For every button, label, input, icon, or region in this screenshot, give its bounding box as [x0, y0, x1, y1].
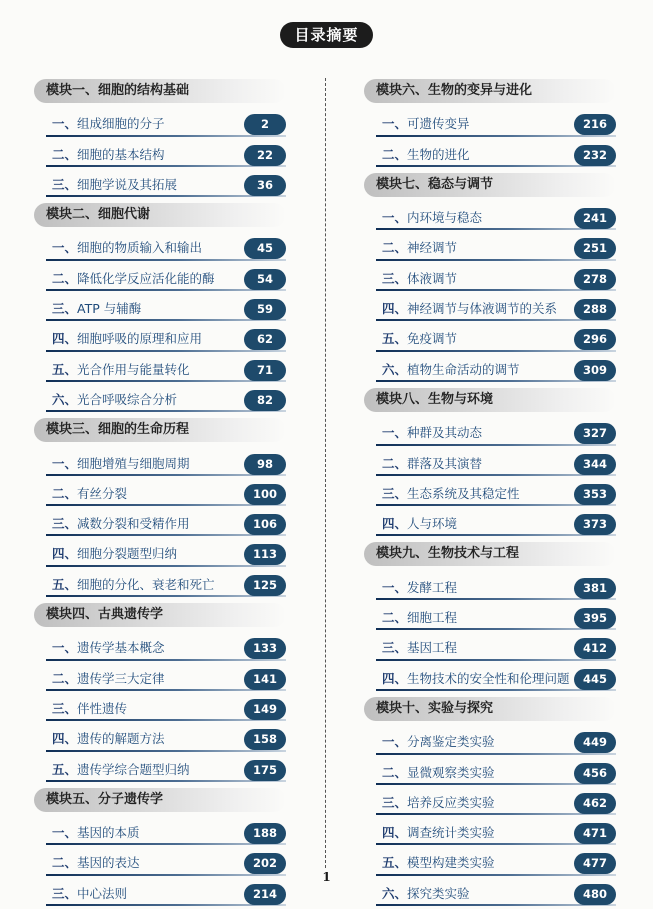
- toc-entry-number: 三、: [382, 485, 408, 501]
- toc-entry-underline: [376, 504, 616, 506]
- toc-entry-number: 一、: [382, 425, 408, 441]
- toc-entry-text: 有丝分裂: [77, 485, 128, 501]
- toc-entry-number: 五、: [52, 761, 78, 777]
- page-number-badge[interactable]: 251: [574, 238, 616, 259]
- toc-entry-underline: [46, 504, 286, 506]
- toc-entry-number: 三、: [52, 301, 78, 317]
- toc-entry-underline: [46, 319, 286, 321]
- page-number-badge[interactable]: 82: [244, 390, 286, 411]
- toc-entry[interactable]: [364, 788, 616, 818]
- module-heading-label: 模块五、分子遗传学: [34, 788, 286, 812]
- toc-entry-underline: [376, 228, 616, 230]
- module-heading: [364, 542, 616, 572]
- page-number-badge[interactable]: 353: [574, 484, 616, 505]
- toc-entry[interactable]: [34, 385, 286, 415]
- toc-entry[interactable]: [34, 694, 286, 724]
- page-number-badge[interactable]: 149: [244, 699, 286, 720]
- toc-entry-number: 二、: [382, 146, 408, 162]
- toc-entry-text: 群落及其演替: [407, 455, 483, 471]
- toc-entry-title: [52, 145, 165, 165]
- page-number-badge[interactable]: 462: [574, 793, 616, 814]
- toc-entry-text: 人与环境: [407, 516, 458, 532]
- page-number-badge[interactable]: 188: [244, 823, 286, 844]
- toc-entry-text: 基因的本质: [77, 825, 140, 841]
- toc-entry-text: 免疫调节: [407, 331, 458, 347]
- toc-entry-title: [382, 208, 482, 228]
- page-title: 目录摘要: [280, 22, 372, 48]
- toc-entry-title: [382, 732, 495, 752]
- toc-entry-text: 生物技术的安全性和伦理问题: [407, 670, 570, 686]
- toc-entry-title: [382, 763, 495, 783]
- toc-entry-title: [52, 175, 177, 195]
- toc-entry-number: 二、: [382, 610, 408, 626]
- toc-entry-number: 一、: [382, 210, 408, 226]
- toc-entry-title: [52, 544, 177, 564]
- module-heading-label: 模块三、细胞的生命历程: [34, 418, 286, 442]
- toc-entry-title: [382, 423, 482, 443]
- toc-entry-title: [382, 484, 520, 504]
- toc-entry-number: 四、: [382, 825, 408, 841]
- page-number-badge[interactable]: 232: [574, 145, 616, 166]
- toc-entry-underline: [46, 719, 286, 721]
- toc-entry[interactable]: [364, 203, 616, 233]
- toc-entry-text: 探究类实验: [407, 885, 470, 901]
- toc-entry-number: 一、: [52, 240, 78, 256]
- toc-entry[interactable]: [34, 324, 286, 354]
- toc-entry-number: 三、: [52, 516, 78, 532]
- page-number-badge[interactable]: 445: [574, 669, 616, 690]
- toc-entry-title: [382, 608, 457, 628]
- toc-entry-number: 二、: [52, 270, 78, 286]
- toc-entry-text: 细胞工程: [407, 610, 458, 626]
- page-number-badge[interactable]: 477: [574, 853, 616, 874]
- toc-entry-text: 生物的进化: [407, 146, 470, 162]
- toc-entry-title: [382, 145, 470, 165]
- page-number-badge[interactable]: 2: [244, 114, 286, 135]
- toc-entry-title: [382, 884, 470, 904]
- toc-entry-underline: [46, 135, 286, 137]
- toc-entry-text: 体液调节: [407, 270, 458, 286]
- toc-entry-title: [382, 669, 570, 689]
- toc-entry-underline: [46, 750, 286, 752]
- toc-entry-text: 神经调节与体液调节的关系: [407, 301, 558, 317]
- toc-entry[interactable]: [34, 479, 286, 509]
- toc-entry[interactable]: [34, 233, 286, 263]
- toc-entry-underline: [46, 195, 286, 197]
- toc-entry-underline: [376, 813, 616, 815]
- toc-entry[interactable]: [364, 818, 616, 848]
- toc-entry[interactable]: [34, 509, 286, 539]
- toc-entry[interactable]: [34, 449, 286, 479]
- toc-entry-number: 三、: [382, 270, 408, 286]
- module-heading-label: 模块十、实验与探究: [364, 697, 616, 721]
- toc-entry[interactable]: [34, 294, 286, 324]
- toc-entry[interactable]: [364, 140, 616, 170]
- toc-entry-title: [382, 329, 457, 349]
- page-number-badge[interactable]: 471: [574, 823, 616, 844]
- toc-entry-number: 五、: [382, 855, 408, 871]
- toc-entry-text: 发酵工程: [407, 579, 458, 595]
- module-heading-label: 模块六、生物的变异与进化: [364, 79, 616, 103]
- toc-entry-number: 一、: [52, 455, 78, 471]
- toc-entry[interactable]: [364, 633, 616, 663]
- toc-entry-number: 二、: [52, 855, 78, 871]
- module-heading: [364, 697, 616, 727]
- toc-entry-title: [52, 299, 141, 319]
- toc-entry[interactable]: [34, 355, 286, 385]
- toc-entry-text: 遗传的解题方法: [77, 731, 165, 747]
- page-number-badge[interactable]: 214: [244, 884, 286, 905]
- toc-entry[interactable]: [364, 233, 616, 263]
- page-number-badge[interactable]: 62: [244, 329, 286, 350]
- toc-entry[interactable]: [34, 818, 286, 848]
- page-number-badge[interactable]: 106: [244, 514, 286, 535]
- toc-entry-number: 四、: [382, 670, 408, 686]
- toc-entry-text: 光合呼吸综合分析: [77, 391, 178, 407]
- module-heading: [364, 173, 616, 203]
- toc-entry-text: 种群及其动态: [407, 425, 483, 441]
- toc-entry-text: 遗传学三大定律: [77, 670, 165, 686]
- toc-entry-title: [382, 514, 457, 534]
- toc-entry[interactable]: [34, 109, 286, 139]
- page-number-badge[interactable]: 327: [574, 423, 616, 444]
- toc-entry-title: [52, 454, 190, 474]
- toc-entry-number: 二、: [52, 146, 78, 162]
- page-number-badge[interactable]: 71: [244, 360, 286, 381]
- toc-entry[interactable]: [364, 479, 616, 509]
- toc-entry-underline: [46, 843, 286, 845]
- page-number-badge[interactable]: 36: [244, 175, 286, 196]
- toc-entry-underline: [46, 259, 286, 261]
- toc-entry-number: 四、: [382, 301, 408, 317]
- module-heading: [34, 203, 286, 233]
- page-number-badge[interactable]: 288: [574, 299, 616, 320]
- toc-entry-underline: [376, 659, 616, 661]
- toc-entry[interactable]: [34, 724, 286, 754]
- toc-entry-title: [52, 669, 165, 689]
- module-heading-label: 模块二、细胞代谢: [34, 203, 286, 227]
- module-heading-label: 模块一、细胞的结构基础: [34, 79, 286, 103]
- toc-entry-underline: [376, 350, 616, 352]
- page-number-badge[interactable]: 59: [244, 299, 286, 320]
- toc-entry-title: [52, 390, 177, 410]
- page-number-badge[interactable]: 241: [574, 208, 616, 229]
- toc-entry-text: 模型构建类实验: [407, 855, 495, 871]
- toc-entry-title: [52, 760, 190, 780]
- toc-entry-number: 四、: [52, 731, 78, 747]
- toc-entry-text: 植物生命活动的调节: [407, 361, 520, 377]
- toc-entry[interactable]: [34, 570, 286, 600]
- toc-entry-number: 六、: [382, 885, 408, 901]
- toc-entry-number: 一、: [382, 116, 408, 132]
- toc-entry-text: 细胞分裂题型归纳: [77, 546, 178, 562]
- toc-entry-number: 一、: [382, 734, 408, 750]
- toc-entry-title: [382, 238, 457, 258]
- toc-entry-title: [382, 360, 520, 380]
- toc-entry-number: 四、: [382, 516, 408, 532]
- toc-entry[interactable]: [34, 755, 286, 785]
- toc-entry-number: 二、: [382, 240, 408, 256]
- toc-entry-title: [52, 329, 202, 349]
- toc-entry-text: 可遗传变异: [407, 116, 470, 132]
- page-number-badge[interactable]: 45: [244, 238, 286, 259]
- toc-entry-number: 一、: [52, 640, 78, 656]
- toc-entry-text: 细胞增殖与细胞周期: [77, 455, 190, 471]
- toc-entry[interactable]: [364, 324, 616, 354]
- toc-entry-title: [52, 884, 127, 904]
- toc-entry-number: 三、: [382, 640, 408, 656]
- toc-entry-text: 遗传学基本概念: [77, 640, 165, 656]
- toc-entry[interactable]: [364, 573, 616, 603]
- toc-entry-title: [52, 360, 190, 380]
- page-number-badge[interactable]: 113: [244, 544, 286, 565]
- page-number-badge[interactable]: 141: [244, 669, 286, 690]
- toc-entry-underline: [376, 319, 616, 321]
- toc-entry[interactable]: [34, 664, 286, 694]
- toc-entry-text: 分离鉴定类实验: [407, 734, 495, 750]
- page-number-badge[interactable]: 412: [574, 638, 616, 659]
- toc-entry-title: [382, 269, 457, 289]
- page-number-badge[interactable]: 395: [574, 608, 616, 629]
- toc-entry-underline: [376, 534, 616, 536]
- title-bar: [0, 22, 653, 48]
- toc-entry-text: 细胞的物质输入和输出: [77, 240, 203, 256]
- page-number-badge[interactable]: 158: [244, 729, 286, 750]
- page-number-badge[interactable]: 202: [244, 853, 286, 874]
- toc-entry-number: 二、: [382, 455, 408, 471]
- toc-entry-number: 二、: [52, 485, 78, 501]
- toc-entry-underline: [376, 628, 616, 630]
- toc-entry[interactable]: [364, 727, 616, 757]
- toc-entry-number: 四、: [52, 331, 78, 347]
- page-number-badge[interactable]: 125: [244, 575, 286, 596]
- toc-left-column: [34, 76, 286, 909]
- column-divider: [325, 78, 326, 868]
- toc-entry-text: 显微观察类实验: [407, 764, 495, 780]
- toc-entry-text: 减数分裂和受精作用: [77, 516, 190, 532]
- toc-entry-number: 一、: [52, 825, 78, 841]
- toc-entry-text: 细胞呼吸的原理和应用: [77, 331, 203, 347]
- module-heading-label: 模块七、稳态与调节: [364, 173, 616, 197]
- toc-entry[interactable]: [364, 664, 616, 694]
- page-number-badge[interactable]: 133: [244, 638, 286, 659]
- page-number-badge[interactable]: 449: [574, 732, 616, 753]
- toc-entry-text: 细胞学说及其拓展: [77, 176, 178, 192]
- toc-entry-underline: [376, 444, 616, 446]
- toc-entry-text: 光合作用与能量转化: [77, 361, 190, 377]
- toc-entry-text: 神经调节: [407, 240, 458, 256]
- toc-entry-title: [52, 638, 165, 658]
- page-number-badge[interactable]: 381: [574, 578, 616, 599]
- page-number-badge[interactable]: 54: [244, 269, 286, 290]
- toc-entry-underline: [376, 843, 616, 845]
- toc-entry-underline: [46, 565, 286, 567]
- toc-entry-underline: [46, 659, 286, 661]
- toc-entry[interactable]: [364, 109, 616, 139]
- toc-entry-text: 生态系统及其稳定性: [407, 485, 520, 501]
- toc-entry-title: [52, 484, 127, 504]
- toc-entry-title: [382, 578, 457, 598]
- toc-entry-number: 三、: [52, 700, 78, 716]
- toc-entry[interactable]: [364, 449, 616, 479]
- toc-entry-text: 基因工程: [407, 640, 458, 656]
- module-heading: [364, 388, 616, 418]
- toc-entry[interactable]: [364, 758, 616, 788]
- toc-entry-underline: [46, 534, 286, 536]
- page-number-badge[interactable]: 296: [574, 329, 616, 350]
- toc-entry-title: [382, 114, 470, 134]
- toc-entry[interactable]: [34, 140, 286, 170]
- page-number-badge[interactable]: 456: [574, 763, 616, 784]
- page-number-badge[interactable]: 373: [574, 514, 616, 535]
- toc-entry[interactable]: [364, 294, 616, 324]
- toc-entry[interactable]: [364, 264, 616, 294]
- module-heading-label: 模块九、生物技术与工程: [364, 542, 616, 566]
- module-heading: [34, 603, 286, 633]
- toc-entry-title: [52, 823, 140, 843]
- toc-entry-number: 五、: [52, 361, 78, 377]
- page-number-badge[interactable]: 175: [244, 760, 286, 781]
- toc-entry-text: 伴性遗传: [77, 700, 128, 716]
- toc-entry-number: 四、: [52, 546, 78, 562]
- toc-entry-underline: [376, 753, 616, 755]
- page-number-badge[interactable]: 98: [244, 454, 286, 475]
- toc-entry-title: [382, 793, 495, 813]
- toc-entry-title: [382, 823, 495, 843]
- toc-entry-number: 二、: [382, 764, 408, 780]
- toc-entry-underline: [376, 135, 616, 137]
- page-number: 1: [322, 870, 331, 884]
- toc-entry-title: [382, 454, 482, 474]
- toc-entry-underline: [46, 350, 286, 352]
- toc-entry-text: 基因的表达: [77, 855, 140, 871]
- toc-entry-title: [52, 729, 165, 749]
- module-heading: [34, 418, 286, 448]
- toc-entry[interactable]: [34, 170, 286, 200]
- toc-entry-title: [52, 575, 215, 595]
- toc-entry-number: 六、: [382, 361, 408, 377]
- toc-entry-text: 调查统计类实验: [407, 825, 495, 841]
- page-number-badge[interactable]: 309: [574, 360, 616, 381]
- toc-entry-title: [52, 238, 202, 258]
- toc-entry-number: 一、: [382, 579, 408, 595]
- toc-entry-text: 内环境与稳态: [407, 210, 483, 226]
- toc-right-column: [364, 76, 616, 909]
- page-number-badge[interactable]: 480: [574, 884, 616, 905]
- toc-entry-number: 三、: [52, 885, 78, 901]
- page-number-badge[interactable]: 278: [574, 269, 616, 290]
- module-heading-label: 模块八、生物与环境: [364, 388, 616, 412]
- toc-entry-text: 降低化学反应活化能的酶: [77, 270, 215, 286]
- page-number-badge[interactable]: 216: [574, 114, 616, 135]
- toc-entry-text: 细胞的基本结构: [77, 146, 165, 162]
- toc-entry[interactable]: [34, 264, 286, 294]
- toc-entry-number: 三、: [382, 794, 408, 810]
- toc-entry-text: 细胞的分化、衰老和死亡: [77, 576, 215, 592]
- toc-entry-title: [382, 299, 557, 319]
- toc-entry[interactable]: [364, 509, 616, 539]
- toc-entry[interactable]: [364, 355, 616, 385]
- toc-entry-number: 一、: [52, 116, 78, 132]
- toc-entry-number: 六、: [52, 391, 78, 407]
- toc-entry-title: [52, 699, 127, 719]
- toc-entry-text: 中心法则: [77, 885, 128, 901]
- toc-entry-text: ATP 与辅酶: [77, 301, 142, 317]
- toc-entry-number: 二、: [52, 670, 78, 686]
- toc-entry-underline: [46, 410, 286, 412]
- page-number-badge[interactable]: 100: [244, 484, 286, 505]
- toc-entry-text: 培养反应类实验: [407, 794, 495, 810]
- toc-entry-text: 遗传学综合题型归纳: [77, 761, 190, 777]
- toc-entry-number: 五、: [52, 576, 78, 592]
- toc-entry-title: [52, 114, 165, 134]
- module-heading: [34, 788, 286, 818]
- module-heading: [364, 79, 616, 109]
- module-heading-label: 模块四、古典遗传学: [34, 603, 286, 627]
- page-number-badge[interactable]: 22: [244, 145, 286, 166]
- toc-entry-title: [52, 514, 190, 534]
- toc-entry[interactable]: [34, 539, 286, 569]
- toc-entry-number: 三、: [52, 176, 78, 192]
- module-heading: [34, 79, 286, 109]
- toc-entry-number: 五、: [382, 331, 408, 347]
- toc-entry-title: [52, 269, 215, 289]
- toc-entry-text: 组成细胞的分子: [77, 116, 165, 132]
- toc-entry-underline: [376, 259, 616, 261]
- toc-entry-title: [382, 638, 457, 658]
- page-number-badge[interactable]: 344: [574, 454, 616, 475]
- toc-entry[interactable]: [364, 418, 616, 448]
- toc-entry[interactable]: [34, 633, 286, 663]
- toc-entry[interactable]: [364, 603, 616, 633]
